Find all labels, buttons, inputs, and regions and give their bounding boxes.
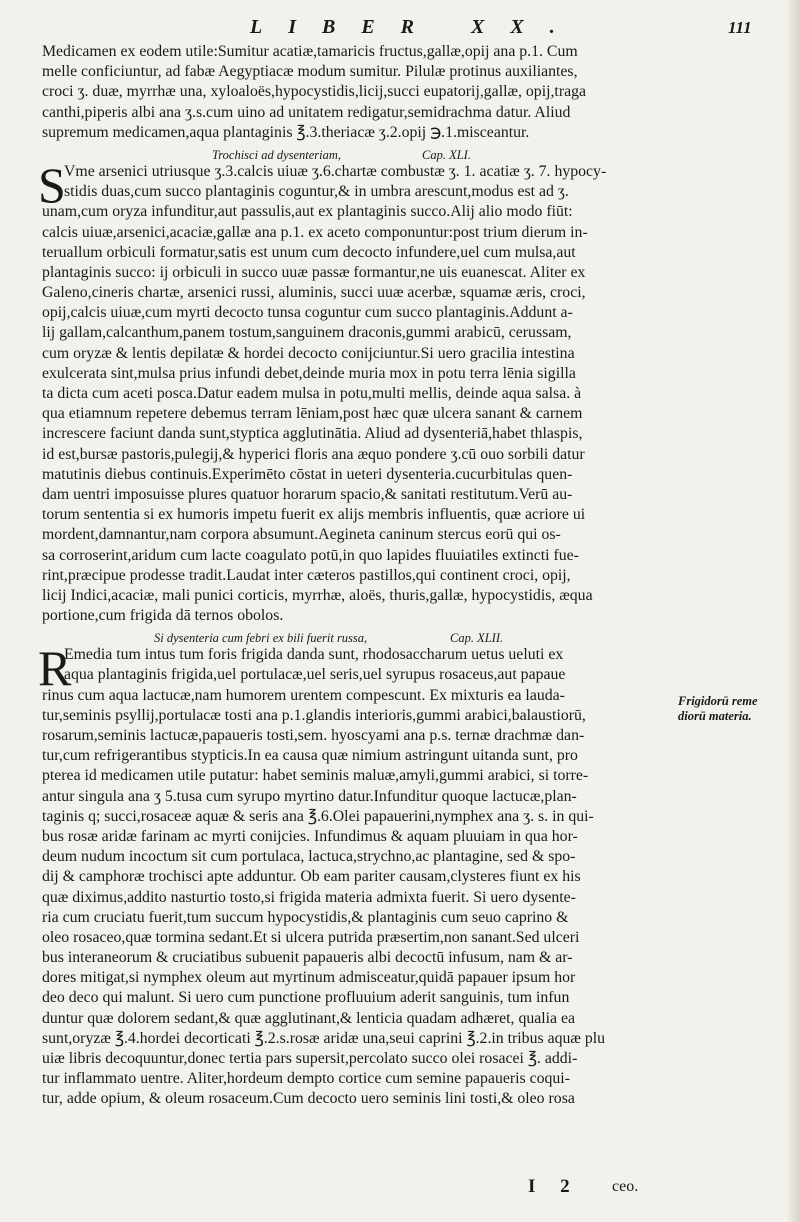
text-line: rinus cum aqua lactucæ,nam humorem urentem compescunt. Ex mixturis ea lauda- bbox=[42, 686, 565, 704]
text-line: taginis q; succi,rosaceæ aquæ & seris ana ℥.6.Olei papauerini,nymphex ana ʒ. s. in qui- bbox=[42, 807, 594, 825]
text-line: unam,cum oryza infunditur,aut passulis,aut ex plantaginis succo.Alij alio modo fiūt: bbox=[42, 203, 573, 221]
text-line: sunt,oryzæ ℥.4.hordei decorticati ℥.2.s.rosæ aridæ una,seui caprini ℥.2.in tribus aquæ plu bbox=[42, 1029, 606, 1047]
text-line: rint,præcipue prodesse tradit.Laudat inter cæteros pastillos,qui continent croci, opij, bbox=[42, 566, 571, 584]
text-line: portione,cum frigida dā ternos obolos. bbox=[42, 607, 284, 625]
page-edge-shadow bbox=[786, 0, 800, 1222]
text-line: croci ʒ. duæ, myrrhæ una, xyloaloës,hypocystidis,licij,succi eupatorij,gallæ, opij,traga bbox=[42, 83, 586, 101]
text-line: stidis duas,cum succo plantaginis coguntur,& in umbra arescunt,modus est ad ʒ. bbox=[64, 183, 569, 201]
text-line: id est,bursæ pastoris,pulegij,& hyperici floris ana æquo pondere ʒ.cū ouo sorbili datur bbox=[42, 445, 585, 463]
text-line: deum nudum incoctum sit cum portulaca, lactuca,strychno,ac plantagine, sed & spo- bbox=[42, 848, 576, 866]
text-line: teruallum orbiculi formatur,satis est unum cum decocto infundere,uel cum mulsa,aut bbox=[42, 243, 576, 261]
folio-number: 111 bbox=[728, 18, 752, 37]
text-line: lij gallam,calcanthum,panem tostum,sanguinem draconis,gummi arabicū, cerussam, bbox=[42, 324, 572, 342]
text-line: mordent,damnantur,nam corpora absumunt.Aegineta caninum stercus eorū qui os- bbox=[42, 526, 561, 544]
text-line: bus rosæ aridæ farinam ac myrti conijcies. Infundimus & aquam pluuiam in qua hor- bbox=[42, 827, 578, 845]
opening-paragraph bbox=[42, 42, 670, 143]
text-line: deo deco qui malunt. Si uero cum punctione profluuium aderit sanguinis, tum infun bbox=[42, 989, 570, 1007]
text-line: rosarum,seminis lactucæ,papaueris tosti,sem. hyoscyami ana p.s. ternæ drachmæ dan- bbox=[42, 727, 585, 744]
text-line: tur, adde opium, & oleum rosaceum.Cum decocto uero seminis lini tosti,& oleo rosa bbox=[42, 1090, 575, 1108]
text-line: torum sententia si ex humoris impetu fuerit ex alijs membris influentis, quæ acriore ui bbox=[42, 506, 586, 524]
text-line: pterea id medicamen utile putatur: habet seminis maluæ,amyli,gummi arabici, si torre- bbox=[42, 767, 589, 785]
text-line: melle conficiuntur, ad fabæ Aegyptiacæ modum sumitur. Pilulæ protinus auxiliantes, bbox=[42, 63, 578, 81]
chapter-42-number: Cap. XLII. bbox=[450, 631, 504, 646]
text-line: opij,calcis uiuæ,cum myrti decocto tunsa coguntur cum succo plantaginis.Addunt a- bbox=[42, 304, 573, 322]
text-line: ta dicta cum aceti posca.Datur eadem mulsa in potu,multi mellis, deinde aqua salsa. à bbox=[42, 385, 582, 402]
text-line: exulcerata sint,mulsa prius infundi debet,deinde muria mox in potu terra lēnia sigilla bbox=[42, 364, 576, 382]
running-head-title: LIBER XX. bbox=[250, 16, 581, 38]
text-line: aqua plantaginis frigida,uel portulacæ,uel seris,uel syrupus rosaceus,aut papaue bbox=[64, 666, 566, 684]
catchword: ceo. bbox=[612, 1178, 639, 1195]
text-line: increscere faciunt danda sunt,styptica agglutinātia. Aliud ad dysenteriā,habet thlaspis, bbox=[42, 425, 583, 443]
text-line: plantaginis succo: ij orbiculi in succo uuæ passæ formantur,ne uis euanescat. Aliter ex bbox=[42, 263, 586, 281]
running-head bbox=[0, 16, 800, 44]
chapter-41-heading bbox=[42, 143, 670, 162]
text-line: qua etiamnum repetere debemus terram lēniam,post hæc quæ ulcera sanant & carnem bbox=[42, 405, 583, 423]
text-line: ria cum cruciatu fuerit,tum succum hypocystidis,& plantaginis cum seuo caprino & bbox=[42, 908, 569, 926]
page-footer bbox=[0, 1176, 800, 1206]
text-line: uiæ libris decoquuntur,donec tertia pars supersit,percolato succo olei rosacei ℥. addi- bbox=[42, 1050, 578, 1067]
margin-note-line: Frigidorū reme bbox=[678, 694, 758, 708]
text-line: canthi,piperis albi ana ʒ.s.cum uino ad unitatem redigatur,semidrachma datur. Aliud bbox=[42, 103, 571, 121]
text-line: duntur quæ dolorem sedant,& quæ agglutinant,& lenticia quadam adhæret, qualia ea bbox=[42, 1009, 576, 1027]
text-line: sa corroserint,aridum cum lacte coagulato potū,in quo lapides fluuiatiles extincti fue- bbox=[42, 546, 579, 564]
text-line: bus interaneorum & cruciatibus subuenit papaueris albi decoctū infusum, nam & ar- bbox=[42, 949, 573, 967]
text-line: Vme arsenici utriusque ʒ.3.calcis uiuæ ʒ.6.chartæ combustæ ʒ. 1. acatiæ ʒ. 7. hypocy- bbox=[64, 162, 607, 180]
main-text bbox=[38, 42, 670, 1110]
chapter-42-title: Si dysenteria cum febri ex bili fuerit russa, bbox=[154, 631, 368, 646]
text-line: tur,cum refrigerantibus stypticis.In ea causa quæ nimium astringunt uitanda sunt, pro bbox=[42, 747, 578, 765]
text-line: matutinis diebus continuis.Experimēto cōstat in ueteri dysenteria.cucurbitulas quen- bbox=[42, 465, 573, 483]
text-line: dores mitigat,si nymphex oleum aut myrtinum admisceatur,quidā papauer ipsum hor bbox=[42, 969, 576, 987]
margin-note bbox=[678, 694, 796, 724]
text-line: Galeno,cineris chartæ, arsenici russi, aluminis, succi uuæ acerbæ, squamæ æris, croci, bbox=[42, 284, 586, 302]
text-line: oleo rosaceo,quæ tormina sedant.Et si ulcera putrida præsertim,non sanant.Sed ulceri bbox=[42, 928, 580, 946]
text-line: Emedia tum intus tum foris frigida danda sunt, rhodosaccharum uetus ueluti ex bbox=[64, 646, 564, 664]
chapter-41-title: Trochisci ad dysenteriam, bbox=[212, 147, 342, 162]
text-line: dij & camphoræ trochisci apte adduntur. Ob eam pariter causam,clysteres fiunt ex his bbox=[42, 868, 581, 886]
margin-note-line: diorū materia. bbox=[678, 709, 752, 723]
text-line: Medicamen ex eodem utile:Sumitur acatiæ,tamaricis fructus,gallæ,opij ana p.1. Cum bbox=[42, 43, 578, 60]
chapter-42-heading bbox=[42, 626, 670, 645]
chapter-41-number: Cap. XLI. bbox=[422, 147, 471, 162]
chapter-41-paragraph bbox=[38, 156, 670, 626]
chapter-42-dropcap: R bbox=[38, 640, 72, 697]
chapter-41-dropcap: S bbox=[38, 156, 66, 213]
text-line: dam uentri imposuisse plures quatuor horarum spacio,& sanitati restitutum.Verū au- bbox=[42, 485, 573, 503]
text-line: quæ diximus,addito nasturtio tosto,si frigida materia admixta fuerit. Si uero dysente- bbox=[42, 888, 576, 906]
text-line: supremum medicamen,aqua plantaginis ℥.3.theriacæ ʒ.2.opij ℈.1.misceantur. bbox=[42, 123, 530, 141]
text-line: tur,seminis psyllij,portulacæ tosti ana p.1.glandis interioris,gummi arabici,balaustiorū, bbox=[42, 706, 586, 724]
text-line: antur singula ana ʒ 5.tusa cum syrupo myrtino datur.Infunditur quoque lactucæ,plan- bbox=[42, 787, 577, 805]
text-line: cum oryzæ & lentis depilatæ & hordei decocto conijciuntur.Si uero gracilia intestina bbox=[42, 344, 575, 362]
chapter-42-paragraph bbox=[38, 640, 670, 1109]
text-line: tur inflammato uentre. Aliter,hordeum dempto cortice cum semine papaueris coqui- bbox=[42, 1070, 570, 1088]
signature-mark: I 2 bbox=[528, 1176, 580, 1197]
text-line: licij Indici,acaciæ, mali punici corticis, myrrhæ, aloës, thuris,gallæ, hypocystidis, æqua bbox=[42, 586, 593, 604]
text-line: calcis uiuæ,arsenici,acaciæ,gallæ ana p.1. ex aceto componuntur:post trium dierum in- bbox=[42, 223, 588, 241]
